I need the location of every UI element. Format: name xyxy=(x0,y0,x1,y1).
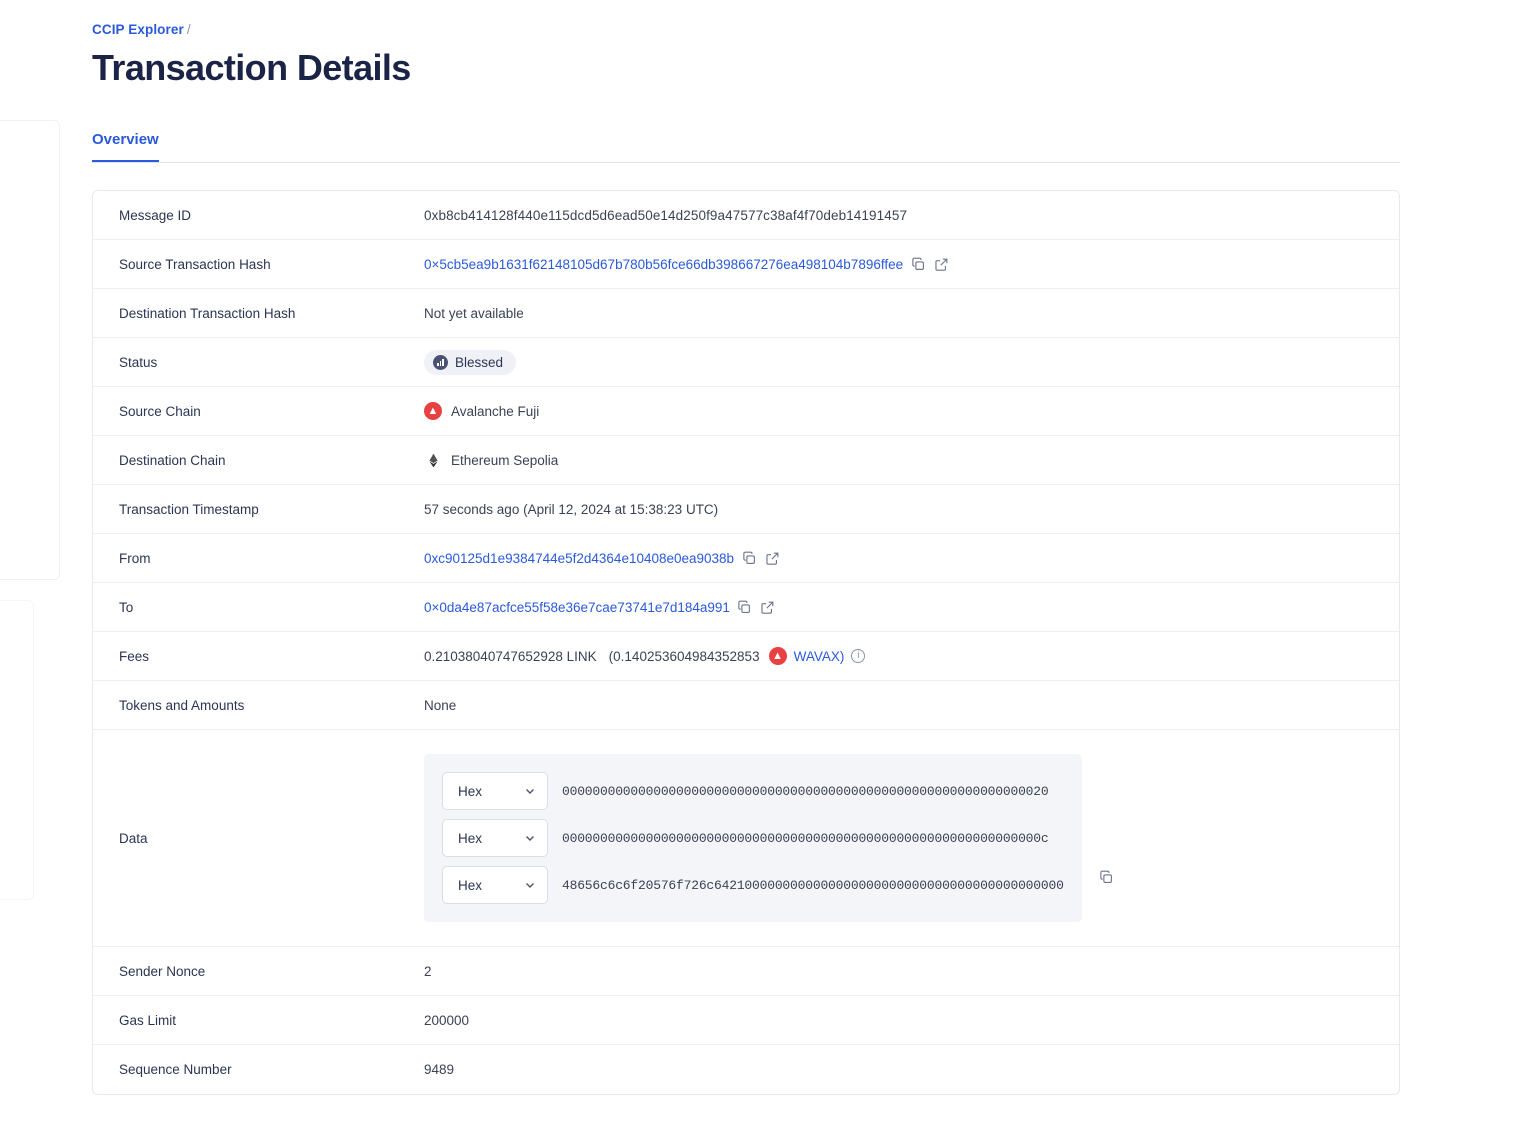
table-row-source-chain xyxy=(93,387,1399,436)
row-label: Status xyxy=(119,354,158,370)
row-label: From xyxy=(119,550,151,566)
tab-overview[interactable]: Overview xyxy=(92,131,159,162)
fees-token-link[interactable]: WAVAX) xyxy=(793,648,845,664)
copy-icon[interactable] xyxy=(910,256,926,272)
row-label: Tokens and Amounts xyxy=(119,697,245,713)
table-row-sequence-number xyxy=(93,1045,1399,1094)
data-hex-value-1: 0000000000000000000000000000000000000000000000000000000000000020 xyxy=(562,783,1049,799)
row-label: Data xyxy=(119,830,148,846)
avalanche-icon: ▲ xyxy=(769,647,787,665)
table-row-message-id xyxy=(93,191,1399,240)
status-badge xyxy=(424,350,516,375)
row-label: To xyxy=(119,599,134,615)
row-label: Sequence Number xyxy=(119,1062,232,1077)
page-title: Transaction Details xyxy=(92,47,411,88)
sender-nonce-value: 2 xyxy=(424,963,432,979)
ethereum-icon xyxy=(424,451,442,469)
table-row-gas-limit xyxy=(93,996,1399,1045)
table-row-source-tx-hash xyxy=(93,240,1399,289)
table-row-destination-chain xyxy=(93,436,1399,485)
tab-bar xyxy=(92,131,1400,163)
copy-icon[interactable] xyxy=(737,599,753,615)
row-label: Sender Nonce xyxy=(119,963,206,979)
external-link-icon[interactable] xyxy=(933,256,949,272)
row-label: Message ID xyxy=(119,207,192,223)
destination-chain-value: Ethereum Sepolia xyxy=(451,452,559,468)
status-label: Blessed xyxy=(455,354,504,370)
table-row-timestamp xyxy=(93,485,1399,534)
data-format-select-1[interactable] xyxy=(442,772,548,810)
copy-icon[interactable] xyxy=(741,550,757,566)
blessed-icon xyxy=(433,355,448,370)
row-label: Source Chain xyxy=(119,403,201,419)
source-tx-hash-link[interactable]: 0×5cb5ea9b1631f62148105d67b780b56fce66db398667276ea498104b7896ffee xyxy=(424,256,904,272)
data-hex-value-2: 000000000000000000000000000000000000000000000000000000000000000c xyxy=(562,830,1049,846)
row-label: Destination Chain xyxy=(119,452,226,468)
data-format-select-2[interactable] xyxy=(442,819,548,857)
row-label: Source Transaction Hash xyxy=(119,256,271,272)
chevron-down-icon xyxy=(524,785,536,797)
avalanche-icon: ▲ xyxy=(424,402,442,420)
row-label: Destination Transaction Hash xyxy=(119,305,296,321)
table-row-fees xyxy=(93,632,1399,681)
fees-primary: 0.21038040747652928 LINK xyxy=(424,648,597,664)
external-link-icon[interactable] xyxy=(764,550,780,566)
breadcrumb xyxy=(92,22,1400,37)
data-format-value: Hex xyxy=(458,830,483,846)
data-hex-value-3: 48656c6c6f20576f726c6421000000000000000000000000000000000000000000 xyxy=(562,877,1064,893)
sequence-number-value: 9489 xyxy=(424,1062,455,1077)
row-label: Fees xyxy=(119,648,150,664)
from-address-link[interactable]: 0xc90125d1e9384744e5f2d4364e10408e0ea9038b xyxy=(424,550,735,566)
table-row-destination-tx-hash xyxy=(93,289,1399,338)
table-row-sender-nonce xyxy=(93,947,1399,996)
table-row-status xyxy=(93,338,1399,387)
source-chain-value: Avalanche Fuji xyxy=(451,403,540,419)
timestamp-value: 57 seconds ago (April 12, 2024 at 15:38:23 UTC) xyxy=(424,501,719,517)
table-row-tokens-and-amounts xyxy=(93,681,1399,730)
data-format-value: Hex xyxy=(458,877,483,893)
data-line xyxy=(442,772,1064,810)
destination-tx-hash-value: Not yet available xyxy=(424,305,524,321)
data-panel xyxy=(424,754,1082,922)
table-row-data xyxy=(93,730,1399,947)
fees-secondary: (0.140253604984352853 xyxy=(608,648,760,664)
message-id-value: 0xb8cb414128f440e115dcd5d6ead50e14d250f9a47577c38af4f70deb14191457 xyxy=(424,207,908,223)
tokens-and-amounts-value: None xyxy=(424,697,457,713)
external-link-icon[interactable] xyxy=(760,599,776,615)
data-line xyxy=(442,819,1064,857)
info-icon[interactable]: i xyxy=(851,649,865,663)
data-line xyxy=(442,866,1064,904)
chevron-down-icon xyxy=(524,879,536,891)
table-row-to xyxy=(93,583,1399,632)
chevron-down-icon xyxy=(524,832,536,844)
row-label: Gas Limit xyxy=(119,1012,177,1028)
gas-limit-value: 200000 xyxy=(424,1012,470,1028)
details-table xyxy=(92,190,1400,1095)
to-address-link[interactable]: 0×0da4e87acfce55f58e36e7cae73741e7d184a991 xyxy=(424,599,730,615)
copy-icon[interactable] xyxy=(1099,869,1115,885)
data-format-select-3[interactable] xyxy=(442,866,548,904)
breadcrumb-separator: / xyxy=(186,22,191,37)
row-label: Transaction Timestamp xyxy=(119,501,259,517)
data-format-value: Hex xyxy=(458,783,483,799)
breadcrumb-root-link[interactable]: CCIP Explorer xyxy=(92,22,184,37)
table-row-from xyxy=(93,534,1399,583)
